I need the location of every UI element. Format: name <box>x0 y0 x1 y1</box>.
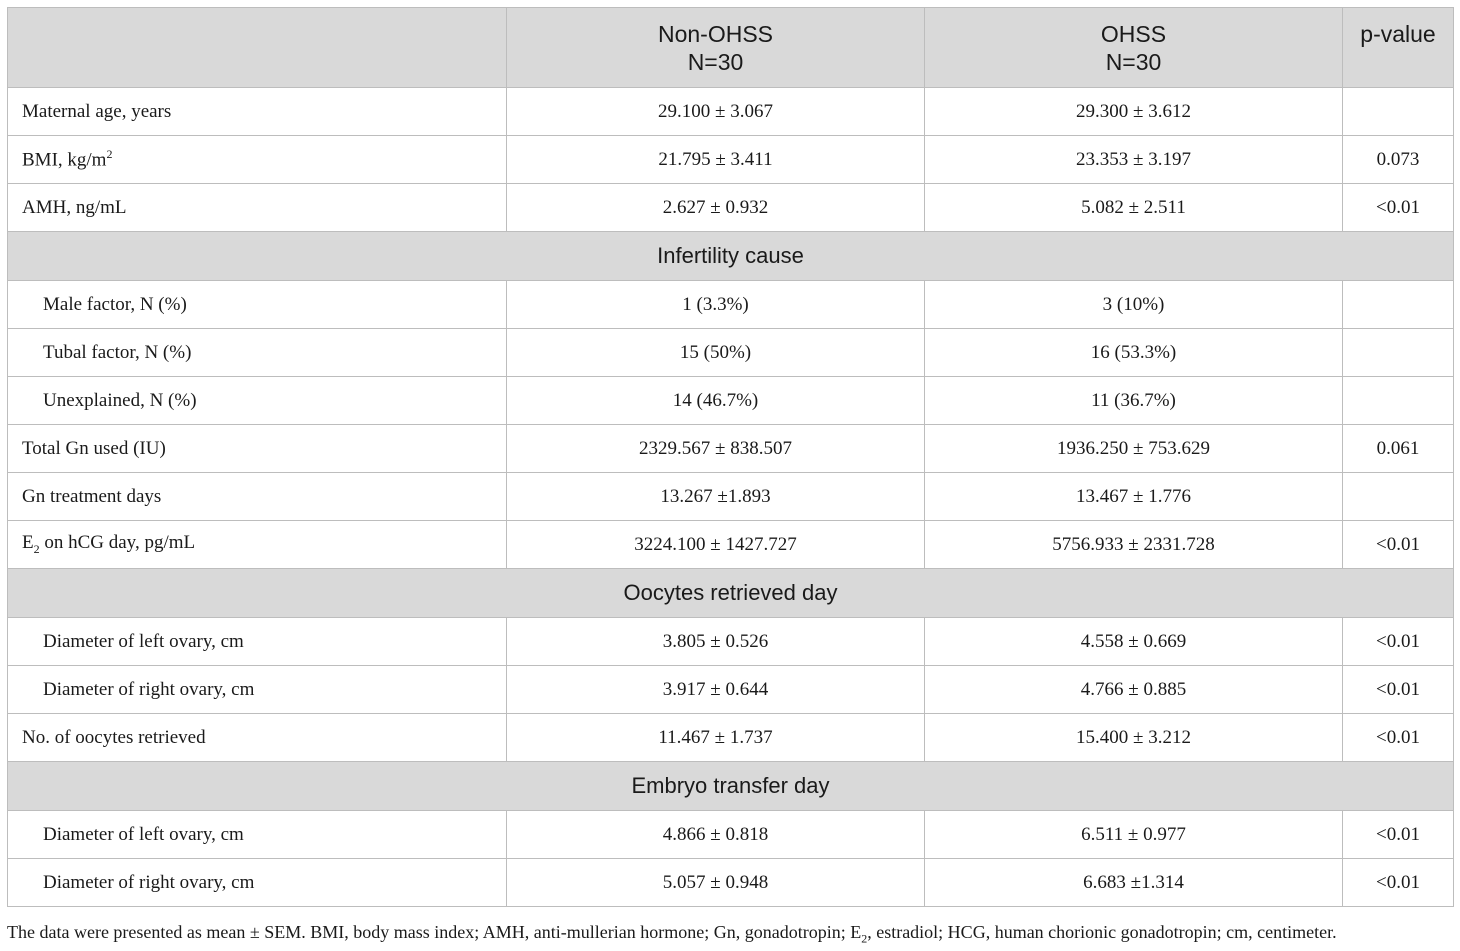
section-label: Oocytes retrieved day <box>8 569 1454 618</box>
ohss-value: 6.683 ±1.314 <box>925 859 1343 907</box>
table-row <box>8 88 1454 136</box>
ohss-value: 4.558 ± 0.669 <box>925 618 1343 666</box>
non-ohss-value: 29.100 ± 3.067 <box>507 88 925 136</box>
row-label-text: Unexplained, N (%) <box>43 389 197 411</box>
row-label-text: Maternal age, years <box>22 100 172 122</box>
p-value-cell <box>1343 281 1454 329</box>
table-row <box>8 281 1454 329</box>
row-label <box>8 473 507 521</box>
footnote-part1: The data were presented as mean ± SEM. BMI, body mass index; AMH, anti-mullerian hormone; Gn, gonadotropin; E <box>7 922 862 942</box>
ohss-value: 5.082 ± 2.511 <box>925 184 1343 232</box>
ohss-value: 5756.933 ± 2331.728 <box>925 521 1343 569</box>
row-label-text: BMI, kg/m <box>22 149 107 171</box>
p-value-cell: 0.073 <box>1343 136 1454 184</box>
section-row <box>8 232 1454 281</box>
header-label-cell <box>8 8 507 88</box>
row-label-text: Gn treatment days <box>22 485 162 507</box>
row-label-text: Total Gn used (IU) <box>22 437 166 459</box>
p-value-cell: <0.01 <box>1343 666 1454 714</box>
non-ohss-value: 4.866 ± 0.818 <box>507 811 925 859</box>
row-label-rest: on hCG day, pg/mL <box>39 532 196 554</box>
table-row <box>8 811 1454 859</box>
ohss-value: 6.511 ± 0.977 <box>925 811 1343 859</box>
p-value-cell <box>1343 88 1454 136</box>
header-ohss <box>925 8 1343 88</box>
section-label: Infertility cause <box>8 232 1454 281</box>
row-label-text: E <box>22 532 34 554</box>
p-value-cell: <0.01 <box>1343 811 1454 859</box>
table-row <box>8 618 1454 666</box>
row-label-text: Diameter of right ovary, cm <box>43 871 255 893</box>
table-row <box>8 714 1454 762</box>
header-ohss-title: OHSS <box>1100 20 1167 47</box>
table-row <box>8 136 1454 184</box>
row-label <box>8 714 507 762</box>
row-label <box>8 329 507 377</box>
non-ohss-value: 2329.567 ± 838.507 <box>507 425 925 473</box>
p-value-cell: <0.01 <box>1343 714 1454 762</box>
section-label: Embryo transfer day <box>8 762 1454 811</box>
table-row <box>8 425 1454 473</box>
table-row <box>8 329 1454 377</box>
row-label <box>8 281 507 329</box>
non-ohss-value: 3.917 ± 0.644 <box>507 666 925 714</box>
ohss-value: 1936.250 ± 753.629 <box>925 425 1343 473</box>
row-label <box>8 88 507 136</box>
p-value-cell <box>1343 473 1454 521</box>
ohss-value: 15.400 ± 3.212 <box>925 714 1343 762</box>
footnote-sub: 2 <box>861 931 868 946</box>
row-label <box>8 136 507 184</box>
non-ohss-value: 5.057 ± 0.948 <box>507 859 925 907</box>
p-value-cell: <0.01 <box>1343 859 1454 907</box>
non-ohss-value: 1 (3.3%) <box>507 281 925 329</box>
row-label-text: AMH, ng/mL <box>22 196 127 218</box>
header-non-ohss-n: N=30 <box>687 48 744 75</box>
row-label <box>8 859 507 907</box>
table-footnote <box>7 922 1337 947</box>
table-row <box>8 859 1454 907</box>
table-header-row <box>8 8 1454 88</box>
row-label-text: Male factor, N (%) <box>43 293 187 315</box>
table-body <box>8 88 1454 907</box>
non-ohss-value: 3.805 ± 0.526 <box>507 618 925 666</box>
row-label <box>8 618 507 666</box>
p-value-cell: 0.061 <box>1343 425 1454 473</box>
section-row <box>8 569 1454 618</box>
header-pvalue: p-value <box>1343 8 1454 88</box>
p-value-cell: <0.01 <box>1343 618 1454 666</box>
table-row <box>8 473 1454 521</box>
row-label-superscript: 2 <box>106 147 113 162</box>
ohss-value: 4.766 ± 0.885 <box>925 666 1343 714</box>
row-label-subscript: 2 <box>33 541 40 556</box>
table-row <box>8 377 1454 425</box>
non-ohss-value: 21.795 ± 3.411 <box>507 136 925 184</box>
row-label <box>8 666 507 714</box>
row-label <box>8 377 507 425</box>
footnote-part2: , estradiol; HCG, human chorionic gonadotropin; cm, centimeter. <box>867 922 1337 942</box>
p-value-cell <box>1343 377 1454 425</box>
row-label-text: Diameter of right ovary, cm <box>43 678 255 700</box>
table-row <box>8 521 1454 569</box>
header-non-ohss-title: Non-OHSS <box>657 20 774 47</box>
p-value-cell <box>1343 329 1454 377</box>
header-non-ohss <box>507 8 925 88</box>
row-label <box>8 425 507 473</box>
row-label <box>8 811 507 859</box>
ohss-value: 29.300 ± 3.612 <box>925 88 1343 136</box>
row-label-text: No. of oocytes retrieved <box>22 726 206 748</box>
non-ohss-value: 2.627 ± 0.932 <box>507 184 925 232</box>
row-label-text: Tubal factor, N (%) <box>43 341 192 363</box>
row-label-text: Diameter of left ovary, cm <box>43 823 244 845</box>
row-label <box>8 184 507 232</box>
non-ohss-value: 14 (46.7%) <box>507 377 925 425</box>
non-ohss-value: 13.267 ±1.893 <box>507 473 925 521</box>
section-row <box>8 762 1454 811</box>
ohss-value: 13.467 ± 1.776 <box>925 473 1343 521</box>
comparison-table <box>7 7 1454 907</box>
table-row <box>8 184 1454 232</box>
p-value-cell: <0.01 <box>1343 521 1454 569</box>
table-row <box>8 666 1454 714</box>
row-label-text: Diameter of left ovary, cm <box>43 630 244 652</box>
non-ohss-value: 15 (50%) <box>507 329 925 377</box>
ohss-value: 16 (53.3%) <box>925 329 1343 377</box>
non-ohss-value: 3224.100 ± 1427.727 <box>507 521 925 569</box>
row-label <box>8 521 507 569</box>
ohss-value: 23.353 ± 3.197 <box>925 136 1343 184</box>
p-value-cell: <0.01 <box>1343 184 1454 232</box>
header-ohss-n: N=30 <box>1105 48 1162 75</box>
ohss-value: 11 (36.7%) <box>925 377 1343 425</box>
ohss-value: 3 (10%) <box>925 281 1343 329</box>
non-ohss-value: 11.467 ± 1.737 <box>507 714 925 762</box>
